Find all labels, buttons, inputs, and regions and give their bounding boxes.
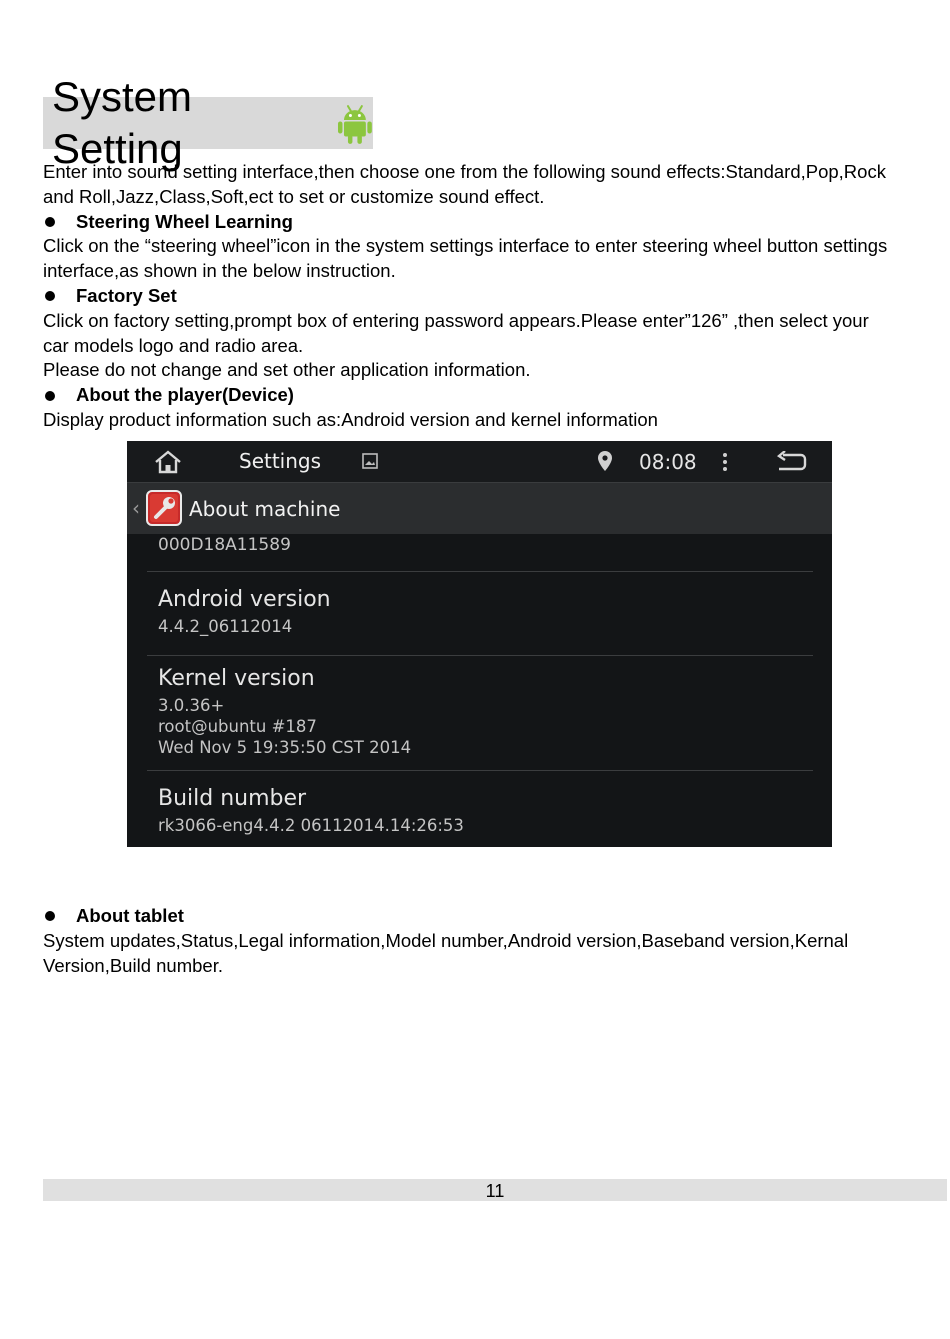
list-item-android-version[interactable] bbox=[158, 587, 778, 637]
page-number: 11 bbox=[485, 1181, 505, 1201]
divider bbox=[147, 655, 813, 656]
paragraph-line: Display product information such as:Android version and kernel information bbox=[43, 408, 658, 430]
clock: 08:08 bbox=[639, 450, 697, 474]
row-value: rk3066-eng4.4.2 06112014.14:26:53 bbox=[158, 816, 464, 835]
home-icon[interactable] bbox=[153, 450, 183, 474]
section-heading-about-tablet bbox=[43, 904, 923, 929]
row-value: 4.4.2_06112014 bbox=[158, 617, 293, 636]
image-notification-icon bbox=[362, 453, 378, 469]
back-icon[interactable] bbox=[775, 451, 807, 473]
paragraph-line: Version,Build number. bbox=[43, 954, 223, 976]
bullet-icon bbox=[45, 217, 55, 227]
paragraph-line: Click on the “steering wheel”icon in the system settings interface to enter steering wheel button settings bbox=[43, 235, 888, 257]
section-heading-about-player bbox=[43, 383, 923, 408]
row-title: Kernel version bbox=[158, 666, 315, 691]
page-footer bbox=[43, 1179, 947, 1201]
intro-line: Enter into sound setting interface,then choose one from the following sound effects:Standard,Pop,Rock bbox=[43, 161, 886, 182]
bullet-icon bbox=[45, 291, 55, 301]
row-title: Build number bbox=[158, 786, 307, 811]
divider bbox=[147, 770, 813, 771]
paragraph-line: System updates,Status,Legal information,Model number,Android version,Baseband version,Kernal bbox=[43, 929, 849, 951]
heading-text: About tablet bbox=[76, 905, 184, 926]
bullet-icon bbox=[45, 391, 55, 401]
heading-text: About the player(Device) bbox=[76, 384, 294, 406]
action-bar[interactable] bbox=[127, 482, 832, 534]
location-icon bbox=[597, 450, 613, 472]
settings-wrench-icon bbox=[146, 490, 182, 526]
overflow-menu-icon[interactable] bbox=[721, 452, 729, 472]
body-text-lower bbox=[43, 904, 923, 978]
android-icon bbox=[337, 103, 373, 145]
page-title: System Setting bbox=[52, 73, 193, 172]
bullet-icon bbox=[45, 911, 55, 921]
row-value: Wed Nov 5 19:35:50 CST 2014 bbox=[158, 738, 412, 757]
divider bbox=[147, 571, 813, 572]
heading-text: Factory Set bbox=[76, 284, 177, 306]
row-value: 3.0.36+ bbox=[158, 696, 225, 715]
row-title: Android version bbox=[158, 587, 331, 612]
section-title-box bbox=[43, 73, 373, 172]
paragraph-line: Click on factory setting,prompt box of entering password appears.Please enter”126” ,then select your bbox=[43, 309, 869, 331]
chevron-left-icon[interactable]: ‹ bbox=[132, 496, 140, 520]
statusbar-title: Settings bbox=[239, 449, 322, 473]
list-item-kernel-version[interactable] bbox=[158, 666, 778, 758]
section-heading-steering bbox=[43, 210, 923, 235]
paragraph-line: interface,as shown in the below instruction. bbox=[43, 260, 396, 282]
android-settings-screenshot bbox=[127, 441, 832, 847]
heading-text: Steering Wheel Learning bbox=[76, 210, 293, 232]
paragraph-line: Please do not change and set other application information. bbox=[43, 359, 531, 381]
section-heading-factory bbox=[43, 284, 923, 309]
actionbar-title: About machine bbox=[189, 497, 341, 521]
list-item-build-number[interactable] bbox=[158, 786, 778, 836]
row-value: root@ubuntu #187 bbox=[158, 717, 317, 736]
intro-line: and Roll,Jazz,Class,Soft,ect to set or customize sound effect. bbox=[43, 185, 545, 207]
serial-row bbox=[158, 535, 778, 556]
paragraph-line: car models logo and radio area. bbox=[43, 334, 304, 356]
status-bar bbox=[127, 441, 832, 482]
serial-number: 000D18A11589 bbox=[158, 535, 291, 555]
body-text-upper bbox=[43, 160, 923, 433]
